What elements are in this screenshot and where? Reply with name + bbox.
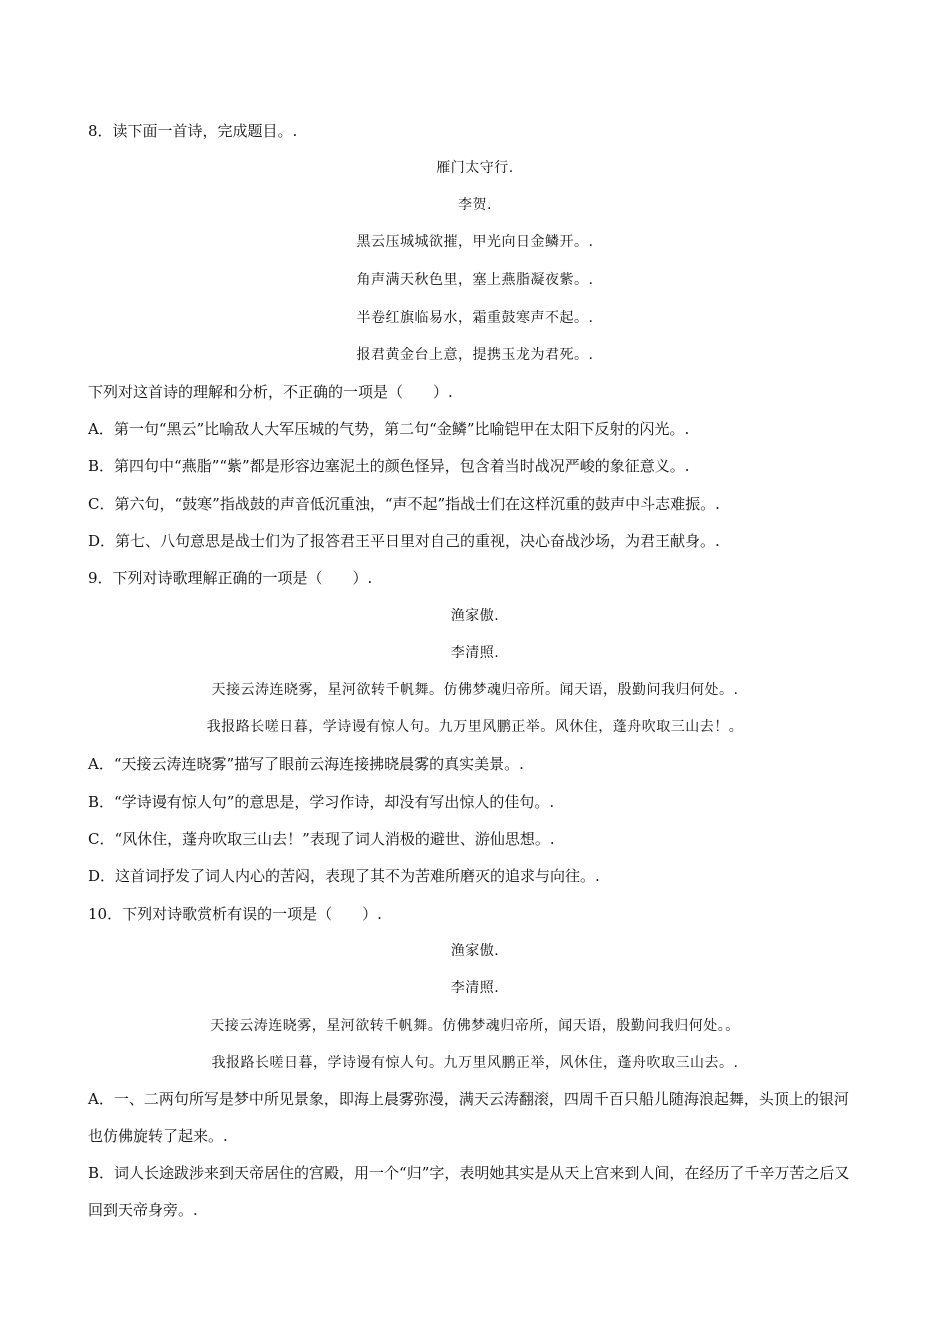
q8-poem-title: 雁门太守行. [436, 160, 514, 176]
q8-option-c: C．第六句，“鼓寒”指战鼓的声音低沉重浊，“声不起”指战士们在这样沉重的鼓声中斗志难振。. [88, 495, 720, 513]
q9-option-d: D．这首词抒发了词人内心的苦闷，表现了其不为苦难所磨灭的追求与向往。. [88, 867, 600, 885]
q9-poem-line-1: 天接云涛连晓雾，星河欲转千帆舞。仿佛梦魂归帝所。闻天语，殷勤问我归何处。. [211, 682, 739, 698]
q9-option-a: A．“天接云涛连晓雾”描写了眼前云海连接拂晓晨雾的真实美景。. [88, 755, 524, 773]
q10-stem: 10．下列对诗歌赏析有误的一项是（ ）. [88, 905, 382, 923]
q8-poem-line-2: 角声满天秋色里，塞上燕脂凝夜紫。. [356, 272, 594, 288]
q9-poem-line-2: 我报路长嗟日暮，学诗谩有惊人句。九万里风鹏正举。风休住，蓬舟吹取三山去！。 [206, 719, 744, 735]
q8-stem: 8．读下面一首诗，完成题目。. [88, 122, 298, 140]
q10-option-a: A．一、二两句所写是梦中所见景象，即海上晨雾弥漫，满天云涛翻滚，四周千百只船儿随海浪起舞，头顶上的银河也仿佛旋转了起来。. [88, 1090, 849, 1145]
q8-question: 下列对这首诗的理解和分析，不正确的一项是（ ）. [88, 383, 453, 401]
q8-poem-line-4: 报君黄金台上意，提携玉龙为君死。. [356, 347, 594, 363]
q9-option-c: C．“风休住，蓬舟吹取三山去！”表现了词人消极的避世、游仙思想。. [88, 830, 555, 848]
q8-option-d: D．第七、八句意思是战士们为了报答君王平日里对自己的重视，决心奋战沙场，为君王献身。. [88, 532, 720, 550]
q10-poem-title: 渔家傲. [450, 943, 500, 959]
q8-poem-line-3: 半卷红旗临易水，霜重鼓寒声不起。. [356, 310, 594, 326]
q10-poem-line-1: 天接云涛连晓雾，星河欲转千帆舞。仿佛梦魂归帝所，闻天语，殷勤问我归何处。。 [210, 1018, 740, 1034]
q9-stem: 9．下列对诗歌理解正确的一项是（ ）. [88, 569, 373, 587]
q8-poem-author: 李贺. [458, 197, 492, 213]
q8-option-a: A．第一句“黑云”比喻敌人大军压城的气势，第二句“金鳞”比喻铠甲在太阳下反射的闪光。. [88, 420, 690, 438]
q8-option-b: B．第四句中“燕脂”“紫”都是形容边塞泥土的颜色怪异，包含着当时战况严峻的象征意义。. [88, 457, 690, 475]
q9-option-b: B．“学诗谩有惊人句”的意思是，学习作诗，却没有写出惊人的佳句。. [88, 793, 555, 811]
q9-poem-author: 李清照. [450, 645, 500, 661]
q9-poem-title: 渔家傲. [450, 608, 500, 624]
q10-poem-author: 李清照. [450, 980, 500, 996]
q10-poem-line-2: 我报路长嗟日暮，学诗谩有惊人句。九万里风鹏正举，风休住，蓬舟吹取三山去。. [211, 1055, 739, 1071]
q10-option-b: B．词人长途跋涉来到天帝居住的宫殿，用一个“归”字，表明她其实是从天上宫来到人间，在经历了千辛万苦之后又回到天帝身旁。. [88, 1164, 850, 1219]
q8-poem-line-1: 黑云压城城欲摧，甲光向日金鳞开。. [356, 234, 594, 250]
